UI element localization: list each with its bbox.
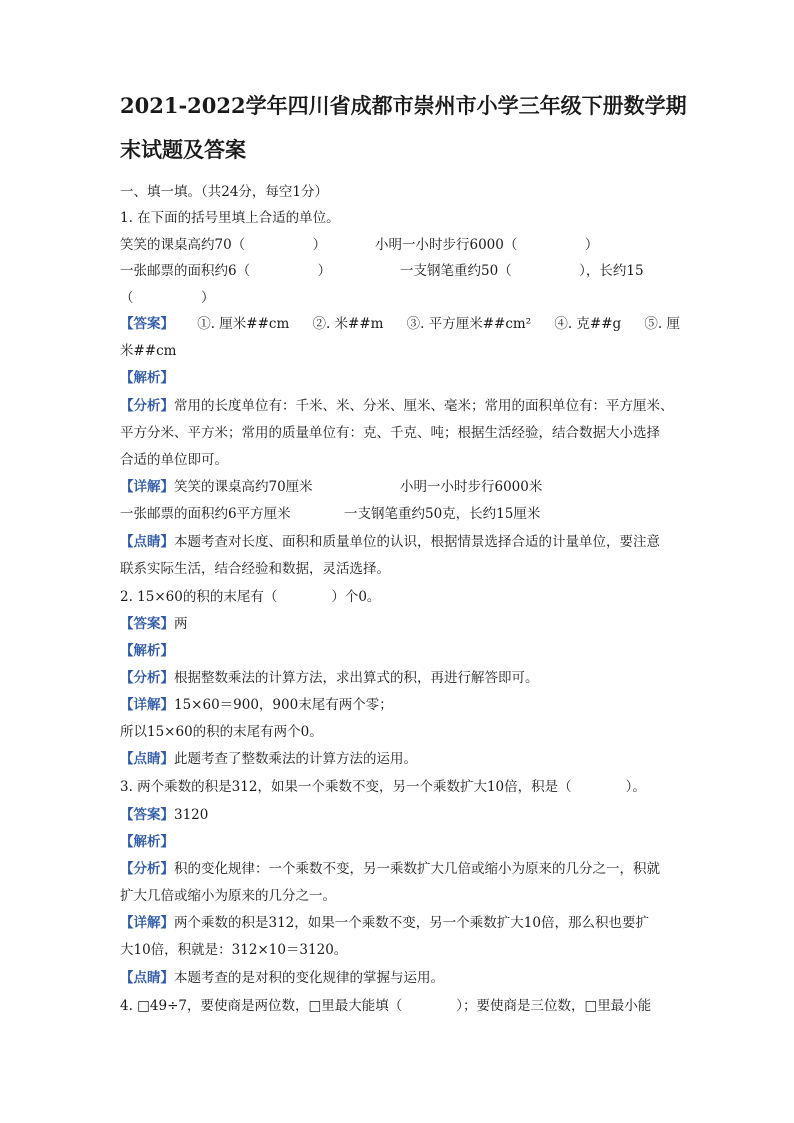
jiexi-tag: 【解析】 <box>120 643 174 659</box>
answer-text: 两 <box>174 616 188 632</box>
q3-answer <box>120 805 680 825</box>
q3-xiangjie-1 <box>120 913 680 933</box>
q1-blank-stamp: 一张邮票的面积约6（ ） <box>120 263 332 279</box>
q2-dianjing <box>120 749 680 769</box>
jiexi-tag: 【解析】 <box>120 370 174 386</box>
answer-text: 3120 <box>174 807 209 823</box>
fenxi-text: 常用的长度单位有：千米、米、分米、厘米、毫米；常用的面积单位有：平方厘米、 <box>174 398 674 414</box>
fenxi-text: 积的变化规律：一个乘数不变，另一乘数扩大几倍或缩小为原来的几分之一，积就 <box>174 861 660 877</box>
q2-stem: 2. 15×60的积的末尾有（ ）个0。 <box>120 589 381 605</box>
dianjing-text: 本题考查对长度、面积和质量单位的认识，根据情景选择合适的计量单位，要注意 <box>174 534 660 550</box>
section-heading: 一、填一填。（共24分，每空1分） <box>120 184 329 200</box>
q3-dianjing <box>120 968 680 988</box>
doc-title-line2: 末试题及答案 <box>120 137 246 162</box>
q1-blank-walk: 小明一小时步行6000（ ） <box>375 237 599 253</box>
fenxi-tag: 【分析】 <box>120 670 174 686</box>
xiangjie-text-c: 一张邮票的面积约6平方厘米 <box>120 506 291 522</box>
q2-jiexi <box>120 641 680 661</box>
q3-xiangjie-2: 大10倍，积就是：312×10＝3120。 <box>120 942 348 958</box>
q1-fenxi-1 <box>120 396 680 416</box>
q2-answer <box>120 614 680 634</box>
q3-fenxi-1 <box>120 859 680 879</box>
jiexi-tag: 【解析】 <box>120 834 174 850</box>
q1-dianjing-1 <box>120 532 680 552</box>
q2-xiangjie-1 <box>120 695 680 715</box>
q1-answer-2: ②. 米##m <box>312 316 384 332</box>
xiangjie-tag: 【详解】 <box>120 479 174 495</box>
xiangjie-tag: 【详解】 <box>120 697 174 713</box>
q1-answer-1: ①. 厘米##cm <box>197 316 290 332</box>
xiangjie-text-b: 小明一小时步行6000米 <box>400 479 543 495</box>
q2-xiangjie-2: 所以15×60的积的末尾有两个0。 <box>120 724 323 740</box>
xiangjie-text: 两个乘数的积是312，如果一个乘数不变，另一个乘数扩大10倍，那么积也要扩 <box>174 915 649 931</box>
q3-fenxi-2: 扩大几倍或缩小为原来的几分之一。 <box>120 888 336 904</box>
xiangjie-text-a: 笑笑的课桌高约70厘米 <box>174 479 313 495</box>
q1-dianjing-2: 联系实际生活，结合经验和数据，灵活选择。 <box>120 561 390 577</box>
q1-fenxi-3: 合适的单位即可。 <box>120 452 228 468</box>
fenxi-tag: 【分析】 <box>120 398 174 414</box>
dianjing-tag: 【点睛】 <box>120 751 174 767</box>
dianjing-text: 此题考查了整数乘法的计算方法的运用。 <box>174 751 417 767</box>
q3-jiexi <box>120 832 680 852</box>
q1-jiexi <box>120 368 680 388</box>
answer-tag: 【答案】 <box>120 316 174 332</box>
dianjing-tag: 【点睛】 <box>120 534 174 550</box>
q4-stem: 4. □49÷7，要使商是两位数，□里最大能填（ ）；要使商是三位数，□里最小能 <box>120 998 652 1014</box>
q1-stem: 1. 在下面的括号里填上合适的单位。 <box>120 210 340 226</box>
answer-tag: 【答案】 <box>120 807 174 823</box>
q1-fenxi-2: 平方分米、平方米；常用的质量单位有：克、千克、吨；根据生活经验，结合数据大小选择 <box>120 425 660 441</box>
fenxi-tag: 【分析】 <box>120 861 174 877</box>
answer-tag: 【答案】 <box>120 616 174 632</box>
fenxi-text: 根据整数乘法的计算方法，求出算式的积，再进行解答即可。 <box>174 670 539 686</box>
q1-answer-row <box>120 314 680 334</box>
xiangjie-text-d: 一支钢笔重约50克，长约15厘米 <box>344 506 541 522</box>
q3-stem: 3. 两个乘数的积是312，如果一个乘数不变，另一个乘数扩大10倍，积是（ ）。 <box>120 779 646 795</box>
q1-answer-4: ④. 克##g <box>554 316 622 332</box>
q1-row3: （ ） <box>120 290 215 306</box>
q1-blank-desk: 笑笑的课桌高约70（ ） <box>120 237 327 253</box>
doc-title-line1: 2021-2022学年四川省成都市崇州市小学三年级下册数学期 <box>120 93 687 118</box>
q1-xiangjie-1 <box>120 477 680 497</box>
q1-answer-3: ③. 平方厘米##cm² <box>406 316 532 332</box>
dianjing-tag: 【点睛】 <box>120 970 174 986</box>
q1-answer-cont: 米##cm <box>120 343 177 359</box>
q1-answer-5: ⑤. 厘 <box>644 316 680 332</box>
q1-blank-pen: 一支钢笔重约50（ ），长约15 <box>400 263 644 279</box>
dianjing-text: 本题考查的是对积的变化规律的掌握与运用。 <box>174 970 444 986</box>
q2-fenxi <box>120 668 680 688</box>
xiangjie-tag: 【详解】 <box>120 915 174 931</box>
xiangjie-text: 15×60＝900，900末尾有两个零； <box>174 697 393 713</box>
